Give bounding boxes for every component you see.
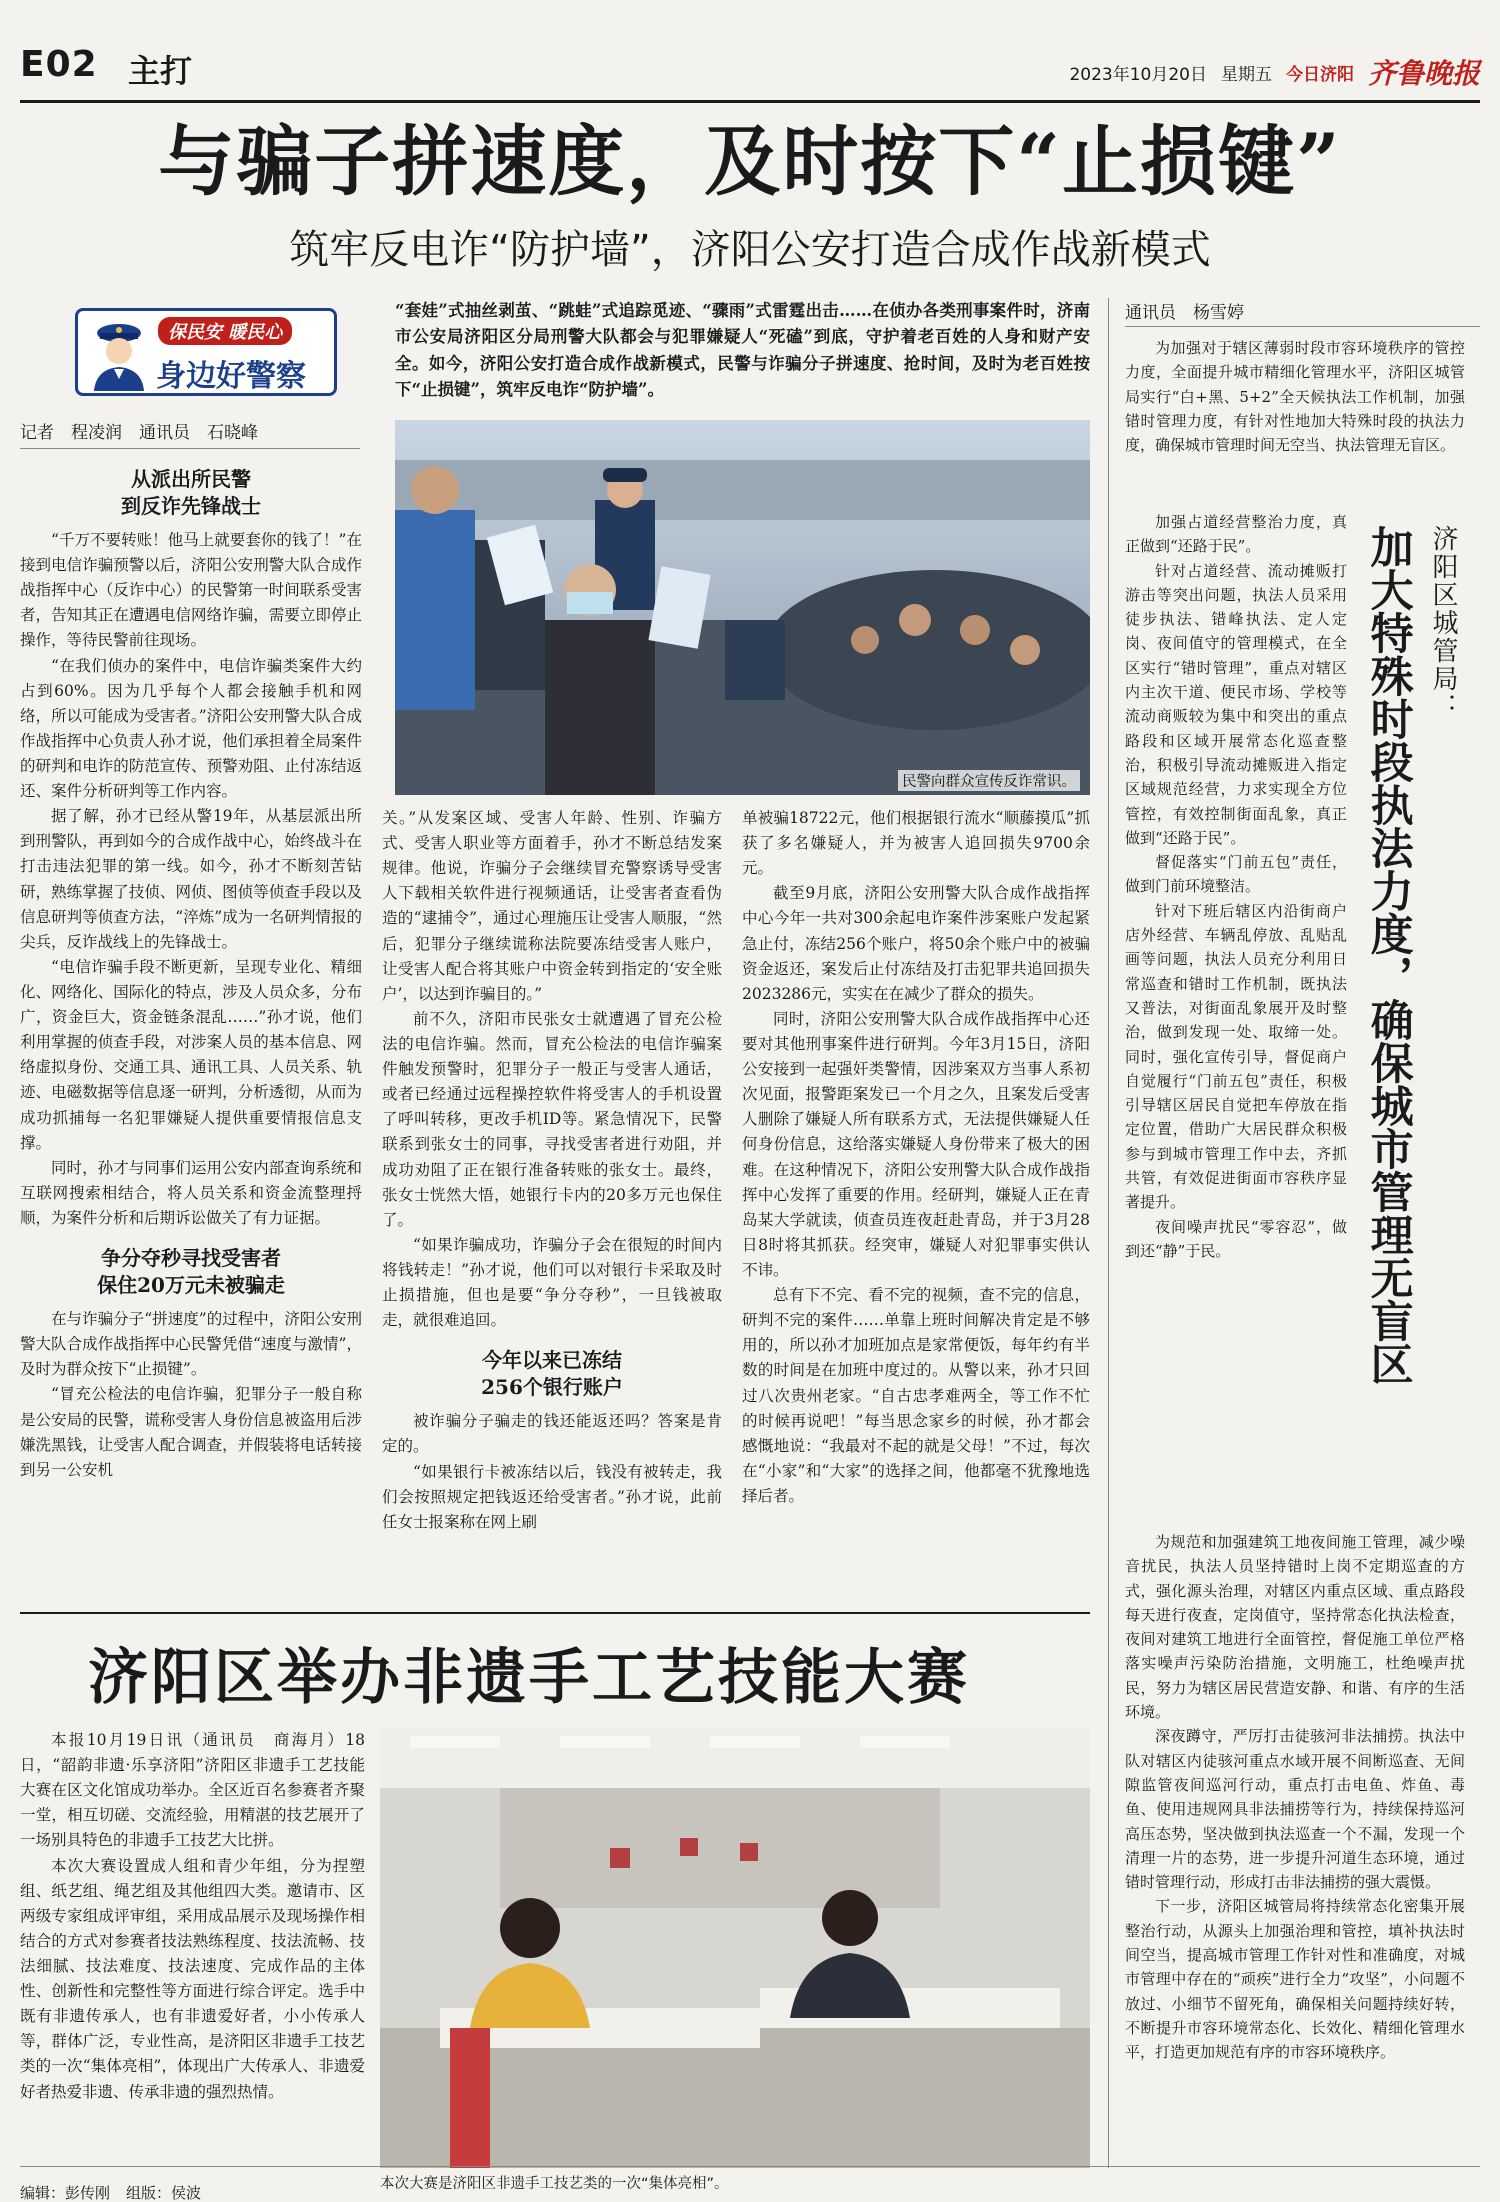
contest-hall-image <box>380 1728 1090 2168</box>
crowd-photo-image <box>395 420 1090 795</box>
paragraph: “在我们侦办的案件中，电信诈骗类案件大约占到60%。因为几乎每个人都会接触手机和网络，所以可能成为受害者。”济阳公安刑警大队合成作战指挥中心负责人孙才说，他们承担着全局案件的研判和电诈的防范宣传、预警劝阻、止付冻结返还、案件分析研判等工作内容。 <box>20 656 362 801</box>
craft-photo-caption: 本次大赛是济阳区非遗手工技艺类的一次“集体亮相”。 <box>380 2176 729 2192</box>
newspaper-logo: 齐鲁晚报 <box>1367 57 1480 90</box>
sidebar-byline: 通讯员 杨雪婷 <box>1125 303 1244 323</box>
paragraph: 本次大赛设置成人组和青少年组，分为捏塑组、纸艺组、绳艺组及其他组四大类。邀请市、区两级专家组成评审组，采用成品展示及现场操作相结合的方式对参赛者技法熟练程度、技法流畅、技法细腻、技法难度、技法速度、完成作品的主体性、创新性和完整性等方面进行综合评定。选手中既有非遗传承人，也有非遗爱好者，小小传承人等，群体广泛，专业性高，是济阳区非遗手工技艺类的一次“集体亮相”，体现出广大传承人、非遗爱好者热爱非遗、传承非遗的强烈热情。 <box>20 1856 365 2101</box>
paragraph: 为规范和加强建筑工地夜间施工管理，减少噪音扰民，执法人员坚持错时上岗不定期巡查的方式，强化源头治理，对辖区内重点区域、重点路段每天进行夜查，定岗值守，坚持常态化执法检查，夜间对建筑工地进行全面管控，督促施工单位严格落实噪声污染防治措施，文明施工，杜绝噪声扰民，努力为辖区居民营造安静、和谐、有序的生活环境。 <box>1125 1533 1465 1722</box>
paragraph: 为加强对于辖区薄弱时段市容环境秩序的管控力度，全面提升城市精细化管理水平，济阳区城管局实行“白+黑、5+2”全天候执法工作机制，加强错时管理力度，有针对性地加大特殊时段的执法力度，确保城市管理时间无空当、执法管理无盲区。 <box>1125 339 1465 455</box>
headline: 与骗子拼速度，及时按下“止损键” <box>158 117 1342 206</box>
section-name: 主打 <box>128 52 193 90</box>
paragraph: 加强占道经营整治力度，真正做到“还路于民”。 <box>1125 513 1347 556</box>
editor-credit: 编辑：彭传刚 <box>20 2184 111 2202</box>
masthead <box>20 38 1480 96</box>
craft-contest-photo <box>380 1728 1090 2168</box>
masthead-rule <box>20 100 1480 103</box>
badge-slogan: 保民安 暖民心 <box>158 317 292 345</box>
designer-credit: 组版：侯波 <box>126 2184 202 2202</box>
police-publicity-photo <box>395 420 1090 795</box>
paragraph: 夜间噪声扰民“零容忍”，做到还“静”于民。 <box>1125 1217 1347 1260</box>
article-separator <box>20 1612 1090 1614</box>
paragraph: 针对下班后辖区内沿街商户店外经营、车辆乱停放、乱贴乱画等问题，执法人员充分利用日常巡查和错时工作机制，既执法又普法，对街面乱象展开及时整治，做到发现一处、取缔一处。同时，强化宣传引导，督促商户自觉履行“门前五包”责任，积极引导辖区居民自觉把车停放在指定位置，借助广大居民群众积极参与到城市管理工作中去，齐抓共管，有效促进街面市容秩序显著提升。 <box>1125 901 1347 1212</box>
paragraph: 总有下不完、看不完的视频，查不完的信息，研判不完的案件……单靠上班时间解决肯定是不够用的，所以孙才加班加点是家常便饭，每年约有半数的时间是在加班中度过的。从警以来，孙才只回过八次贵州老家。“自古忠孝难两全，等工作不忙的时候再说吧！”每当思念家乡的时候，孙才都会感慨地说：“我最对不起的就是父母！”不过，每次在“小家”和“大家”的选择之间，他都毫不犹豫地选择后者。 <box>742 1286 1090 1505</box>
paragraph: 下一步，济阳区城管局将持续常态化密集开展整治行动，从源头上加强治理和管控，填补执法时间空当，提高城市管理工作针对性和准确度，对城市管理中存在的“顽疾”进行全力“攻坚”，小问题不放过、小细节不留死角，确保相关问题持续好转，不断提升市容环境常态化、长效化、精细化管理水平，打造更加规范有序的市容环境秩序。 <box>1125 1897 1465 2062</box>
article-column-1 <box>20 458 362 1483</box>
article-byline: 记者 程凌润 通讯员 石晓峰 <box>20 423 258 443</box>
sub-headline: 筑牢反电诈“防护墙”，济阳公安打造合成作战新模式 <box>289 227 1211 273</box>
byline-rule <box>20 448 360 449</box>
column-divider <box>1108 298 1109 2168</box>
paragraph: “冒充公检法的电信诈骗，犯罪分子一般自称是公安局的民警，谎称受害人身份信息被盗用后涉嫌洗黑钱，让受害人配合调查，并假装将电话转接到另一公安机 <box>20 1385 362 1479</box>
paragraph: 在与诈骗分子“拼速度”的过程中，济阳公安刑警大队合成作战指挥中心民警凭借“速度与激情”，及时为群众按下“止损键”。 <box>20 1310 362 1379</box>
second-headline: 济阳区举办非遗手工艺技能大赛 <box>88 1643 970 1713</box>
article-column-3 <box>742 806 1090 1509</box>
column-name: 今日济阳 <box>1285 64 1354 85</box>
column-badge <box>75 308 337 396</box>
paragraph: “电信诈骗手段不断更新，呈现专业化、精细化、网络化、国际化的特点，涉及人员众多，分布广，资金巨大，资金链条混乱……”孙才说，他们利用掌握的侦查手段，对涉案人员的基本信息、网络虚拟身份、交通工具、通讯工具、人员关系、轨迹、电磁数据等信息逐一研判，分析透彻，从而为成功抓捕每一名犯罪嫌疑人提供重要情报信息支撑。 <box>20 957 362 1152</box>
paragraph: 同时，孙才与同事们运用公安内部查询系统和互联网搜索相结合，将人员关系和资金流整理捋顺，为案件分析和后期诉讼做关了有力证据。 <box>20 1158 362 1227</box>
sidebar-narrow-column <box>1125 510 1347 1263</box>
subhead-1: 从派出所民警 到反诈先锋战士 <box>121 467 261 518</box>
paragraph: 针对占道经营、流动摊贩打游击等突出问题，执法人员采用徒步执法、错峰执法、定人定岗、夜间值守的管理模式，在全区实行“错时管理”，重点对辖区内主次干道、便民市场、学校等流动商贩较为集中和突出的重点路段和区域开展常态化巡查整治，积极引导流动摊贩进入指定区域规范经营，力求实现全方位管控，有效控制街面乱象，真正做到“还路于民”。 <box>1125 561 1347 847</box>
paragraph: 深夜蹲守，严厉打击徒骇河非法捕捞。执法中队对辖区内徒骇河重点水域开展不间断巡查、无间隙监管夜间巡河行动，重点打击电鱼、炸鱼、毒鱼、使用违规网具非法捕捞等行为，持续保持巡河高压态势，坚决做到执法巡查一个不漏，发现一个清理一片的态势，进一步提升河道生态环境，通过错时管理行动，形成打击非法捕捞的强大震慑。 <box>1125 1727 1465 1892</box>
sidebar-intro <box>1125 336 1465 457</box>
paragraph: 督促落实“门前五包”责任，做到门前环境整洁。 <box>1125 853 1347 896</box>
badge-title: 身边好警察 <box>156 359 306 394</box>
paragraph: 被诈骗分子骗走的钱还能返还吗？答案是肯定的。 <box>382 1412 722 1456</box>
police-officer-icon <box>86 317 152 391</box>
page-footer <box>20 2182 201 2202</box>
article-column-2 <box>382 806 722 1535</box>
sidebar-title: 加大特殊时段执法力度，确保城市管理无盲区 <box>1363 525 1414 1385</box>
photo-caption: 民警向群众宣传反诈常识。 <box>898 770 1080 791</box>
paragraph: “如果银行卡被冻结以后，钱没有被转走，我们会按照规定把钱返还给受害者。”孙才说，此前任女士报案称在网上刷 <box>382 1462 722 1531</box>
sidebar-rule <box>1125 326 1480 327</box>
weekday: 星期五 <box>1220 64 1272 85</box>
subhead-2: 争分夺秒寻找受害者 保住20万元未被骗走 <box>97 1246 285 1298</box>
page-number: E02 <box>20 44 98 85</box>
paragraph: 单被骗18722元，他们根据银行流水“顺藤摸瓜”抓获了多名嫌疑人，并为被害人追回损失9700余元。 <box>742 809 1090 878</box>
paragraph: 前不久，济阳市民张女士就遭遇了冒充公检法的电信诈骗。然而，冒充公检法的电信诈骗案件触发预警时，犯罪分子一般正与受害人通话，或者已经通过远程操控软件将受害人的手机设置了呼叫转移，更改手机ID等。紧急情况下，民警联系到张女士的同事，寻找受害者进行劝阻，并成功劝阻了正在银行准备转账的张女士。最终，张女士恍然大悟，她银行卡内的20多万元也保住了。 <box>382 1009 722 1229</box>
sidebar-bottom <box>1125 1530 1465 2065</box>
subhead-3: 今年以来已冻结 256个银行账户 <box>481 1348 623 1400</box>
footer-rule <box>20 2166 1480 2167</box>
issue-date: 2023年10月20日 <box>1069 64 1207 85</box>
paragraph: 同时，济阳公安刑警大队合成作战指挥中心还要对其他刑事案件进行研判。今年3月15日，济阳公安接到一起强奸类警情，因涉案双方当事人系初次见面，报警距案发已一个月之久，且案发后受害人删除了嫌疑人所有联系方式，无法提供嫌疑人任何身份信息，这给落实嫌疑人身份带来了极大的困难。在这种情况下，济阳公安刑警大队合成作战指挥中心发挥了重要的作用。经研判，嫌疑人正在青岛某大学就读，侦查员连夜赶赴青岛，并于3月28日8时将其抓获。经突审，嫌疑人对犯罪事实供认不讳。 <box>742 1009 1090 1279</box>
paragraph: 关。”从发案区域、受害人年龄、性别、诈骗方式、受害人职业等方面着手，孙才不断总结发案规律。他说，诈骗分子会继续冒充警察诱导受害人下载相关软件进行视频通话，让受害者查看伪造的“逮捕令”，通过心理施压让受害人顺服，“然后，犯罪分子继续谎称法院要冻结受害人账户，让受害人配合将其账户中资金转到指定的‘安全账户’，以达到诈骗目的。” <box>382 809 722 1003</box>
paragraph: 本报10月19日讯（通讯员 商海月）18日，“韶韵非遗·乐享济阳”济阳区非遗手工艺技能大赛在区文化馆成功举办。全区近百名参赛者齐聚一堂，相互切磋、交流经验，用精湛的技艺展开了一场别具特色的非遗手工技艺大比拼。 <box>20 1731 365 1850</box>
paragraph: “千万不要转账！他马上就要套你的钱了！”在接到电信诈骗预警以后，济阳公安刑警大队合成作战指挥中心（反诈中心）的民警第一时间联系受害者，告知其正在遭遇电信网络诈骗，需要立即停止操作，等待民警前往现场。 <box>20 531 362 650</box>
paragraph: “如果诈骗成功，诈骗分子会在很短的时间内将钱转走！”孙才说，他们可以对银行卡采取及时止损措施，但也是要“争分夺秒”，一旦钱被取走，就很难追回。 <box>382 1235 722 1330</box>
dateline <box>1069 52 1480 92</box>
paragraph: 截至9月底，济阳公安刑警大队合成作战指挥中心今年一共对300余起电诈案件涉案账户发起紧急止付，冻结256个账户，将50余个账户中的被骗资金返还，案发后止付冻结及打击犯罪共追回损失2023286元，实实在在减少了群众的损失。 <box>742 884 1090 1003</box>
article-deck: “套娃”式抽丝剥茧、“跳蛙”式追踪觅迹、“骤雨”式雷霆出击……在侦办各类刑事案件时，济南市公安局济阳区分局刑警大队都会与犯罪嫌疑人“死磕”到底，守护着老百姓的人身和财产安全。如今，济阳公安打造合成作战新模式，民警与诈骗分子拼速度、抢时间，及时为老百姓按下“止损键”，筑牢反电诈“防护墙”。 <box>395 301 1090 400</box>
paragraph: 据了解，孙才已经从警19年，从基层派出所到刑警队，再到如今的合成作战中心，始终战斗在打击违法犯罪的第一线。如今，孙才不断刻苦钻研，熟练掌握了技侦、网侦、图侦等侦查手段以及信息研判等侦查方法，“淬炼”成为一名研判情报的尖兵，反诈战线上的先锋战士。 <box>20 807 362 951</box>
sidebar-kicker: 济阳区城管局： <box>1428 525 1458 721</box>
second-article-text <box>20 1728 365 2105</box>
